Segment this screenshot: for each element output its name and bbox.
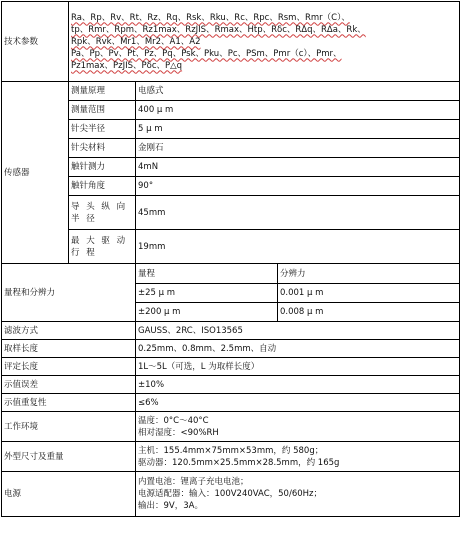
spec-line: GAUSS、2RC、ISO13565 bbox=[138, 325, 243, 336]
sensor-row bbox=[2, 120, 460, 139]
sensor-param-value: 90° bbox=[136, 177, 460, 196]
sensor-param-name: 触针角度 bbox=[69, 177, 136, 196]
sensor-row bbox=[2, 139, 460, 158]
spec-value bbox=[136, 358, 460, 376]
spec-table bbox=[1, 1, 460, 517]
resolution-value: 0.008 μ m bbox=[278, 303, 460, 322]
range-header: 量程 bbox=[136, 264, 278, 284]
resolution-header: 分辨力 bbox=[278, 264, 460, 284]
range-value: ±200 μ m bbox=[136, 303, 278, 322]
spec-row bbox=[2, 442, 460, 472]
sensor-row bbox=[2, 230, 460, 264]
spec-row bbox=[2, 340, 460, 358]
spec-value bbox=[136, 322, 460, 340]
sensor-row bbox=[2, 177, 460, 196]
sensor-param-value: 400 μ m bbox=[136, 101, 460, 120]
spec-row bbox=[2, 358, 460, 376]
spec-row bbox=[2, 394, 460, 412]
spec-row bbox=[2, 376, 460, 394]
spec-line: ≤6% bbox=[138, 397, 159, 408]
spec-value bbox=[136, 376, 460, 394]
sensor-row bbox=[2, 196, 460, 230]
spec-name: 滤波方式 bbox=[2, 322, 136, 340]
spec-value bbox=[136, 394, 460, 412]
spec-line: 驱动器：120.5mm×25.5mm×28.5mm，约 165g bbox=[138, 457, 340, 468]
spec-line: 相对湿度：<90%RH bbox=[138, 427, 219, 438]
param-line: Pa、Pp、Pv、Pt、Pz、Pq、Psk、Pku、Pc、PSm、Pmr（c）、Pmr、 bbox=[71, 48, 342, 59]
tech-params-row bbox=[2, 2, 460, 82]
sensor-param-name: 导 头 纵 向 半 径 bbox=[69, 196, 136, 230]
spec-row bbox=[2, 412, 460, 442]
sensor-param-name: 测量范围 bbox=[69, 101, 136, 120]
sensor-param-value: 4mN bbox=[136, 158, 460, 177]
sensor-label: 传感器 bbox=[2, 82, 69, 264]
sensor-param-name: 触针测力 bbox=[69, 158, 136, 177]
spec-name: 示值重复性 bbox=[2, 394, 136, 412]
sensor-param-name: 测量原理 bbox=[69, 82, 136, 101]
range-resolution-label: 量程和分辨力 bbox=[2, 264, 136, 322]
param-line: Ra、Rp、Rv、Rt、Rz、Rq、Rsk、Rku、Rc、Rpc、Rsm、Rmr（C）、 bbox=[71, 12, 350, 23]
param-line: Rpk、Rvk、Mr1、Mr2、A1、A2 bbox=[71, 36, 201, 47]
spec-line: 主机：155.4mm×75mm×53mm，约 580g； bbox=[138, 445, 324, 456]
sensor-param-value: 45mm bbox=[136, 196, 460, 230]
spec-name: 取样长度 bbox=[2, 340, 136, 358]
sensor-param-value: 5 μ m bbox=[136, 120, 460, 139]
spec-name: 电源 bbox=[2, 472, 136, 517]
spec-name: 工作环境 bbox=[2, 412, 136, 442]
spec-line: 0.25mm、0.8mm、2.5mm、自动 bbox=[138, 343, 277, 354]
param-line: Pz1max、PzJIS、Pδc、P△q bbox=[71, 60, 183, 71]
spec-line: 电源适配器：输入：100V240VAC，50/60Hz； bbox=[138, 489, 322, 499]
spec-name: 示值误差 bbox=[2, 376, 136, 394]
spec-line: 输出：9V，3A。 bbox=[138, 501, 203, 511]
param-line: tp、Rmr、Rpm、Rz1max、RzJIS、Rmax、Htp、Rδc、RΔq、RΔa、Rk、 bbox=[71, 24, 366, 35]
sensor-row bbox=[2, 101, 460, 120]
tech-params-value bbox=[69, 2, 460, 82]
spec-name: 评定长度 bbox=[2, 358, 136, 376]
range-header-row bbox=[2, 264, 460, 284]
range-value: ±25 μ m bbox=[136, 284, 278, 303]
sensor-row bbox=[2, 82, 460, 101]
spec-name: 外型尺寸及重量 bbox=[2, 442, 136, 472]
sensor-param-value: 金刚石 bbox=[136, 139, 460, 158]
spec-row bbox=[2, 322, 460, 340]
spec-row bbox=[2, 472, 460, 517]
spec-line: ±10% bbox=[138, 379, 165, 390]
sensor-param-name: 针尖材料 bbox=[69, 139, 136, 158]
spec-line: 内置电池：锂离子充电电池； bbox=[138, 477, 249, 487]
spec-value bbox=[136, 340, 460, 358]
sensor-row bbox=[2, 158, 460, 177]
spec-line: 温度：0°C～40°C bbox=[138, 415, 209, 426]
sensor-param-name: 最 大 驱 动 行 程 bbox=[69, 230, 136, 264]
resolution-value: 0.001 μ m bbox=[278, 284, 460, 303]
spec-value bbox=[136, 442, 460, 472]
spec-value bbox=[136, 412, 460, 442]
tech-params-label: 技术参数 bbox=[2, 2, 69, 82]
sensor-param-name: 针尖半径 bbox=[69, 120, 136, 139]
spec-line: 1L～5L（可选，L 为取样长度） bbox=[138, 361, 260, 372]
sensor-param-value: 19mm bbox=[136, 230, 460, 264]
sensor-param-value: 电感式 bbox=[136, 82, 460, 101]
spec-value bbox=[136, 472, 460, 517]
